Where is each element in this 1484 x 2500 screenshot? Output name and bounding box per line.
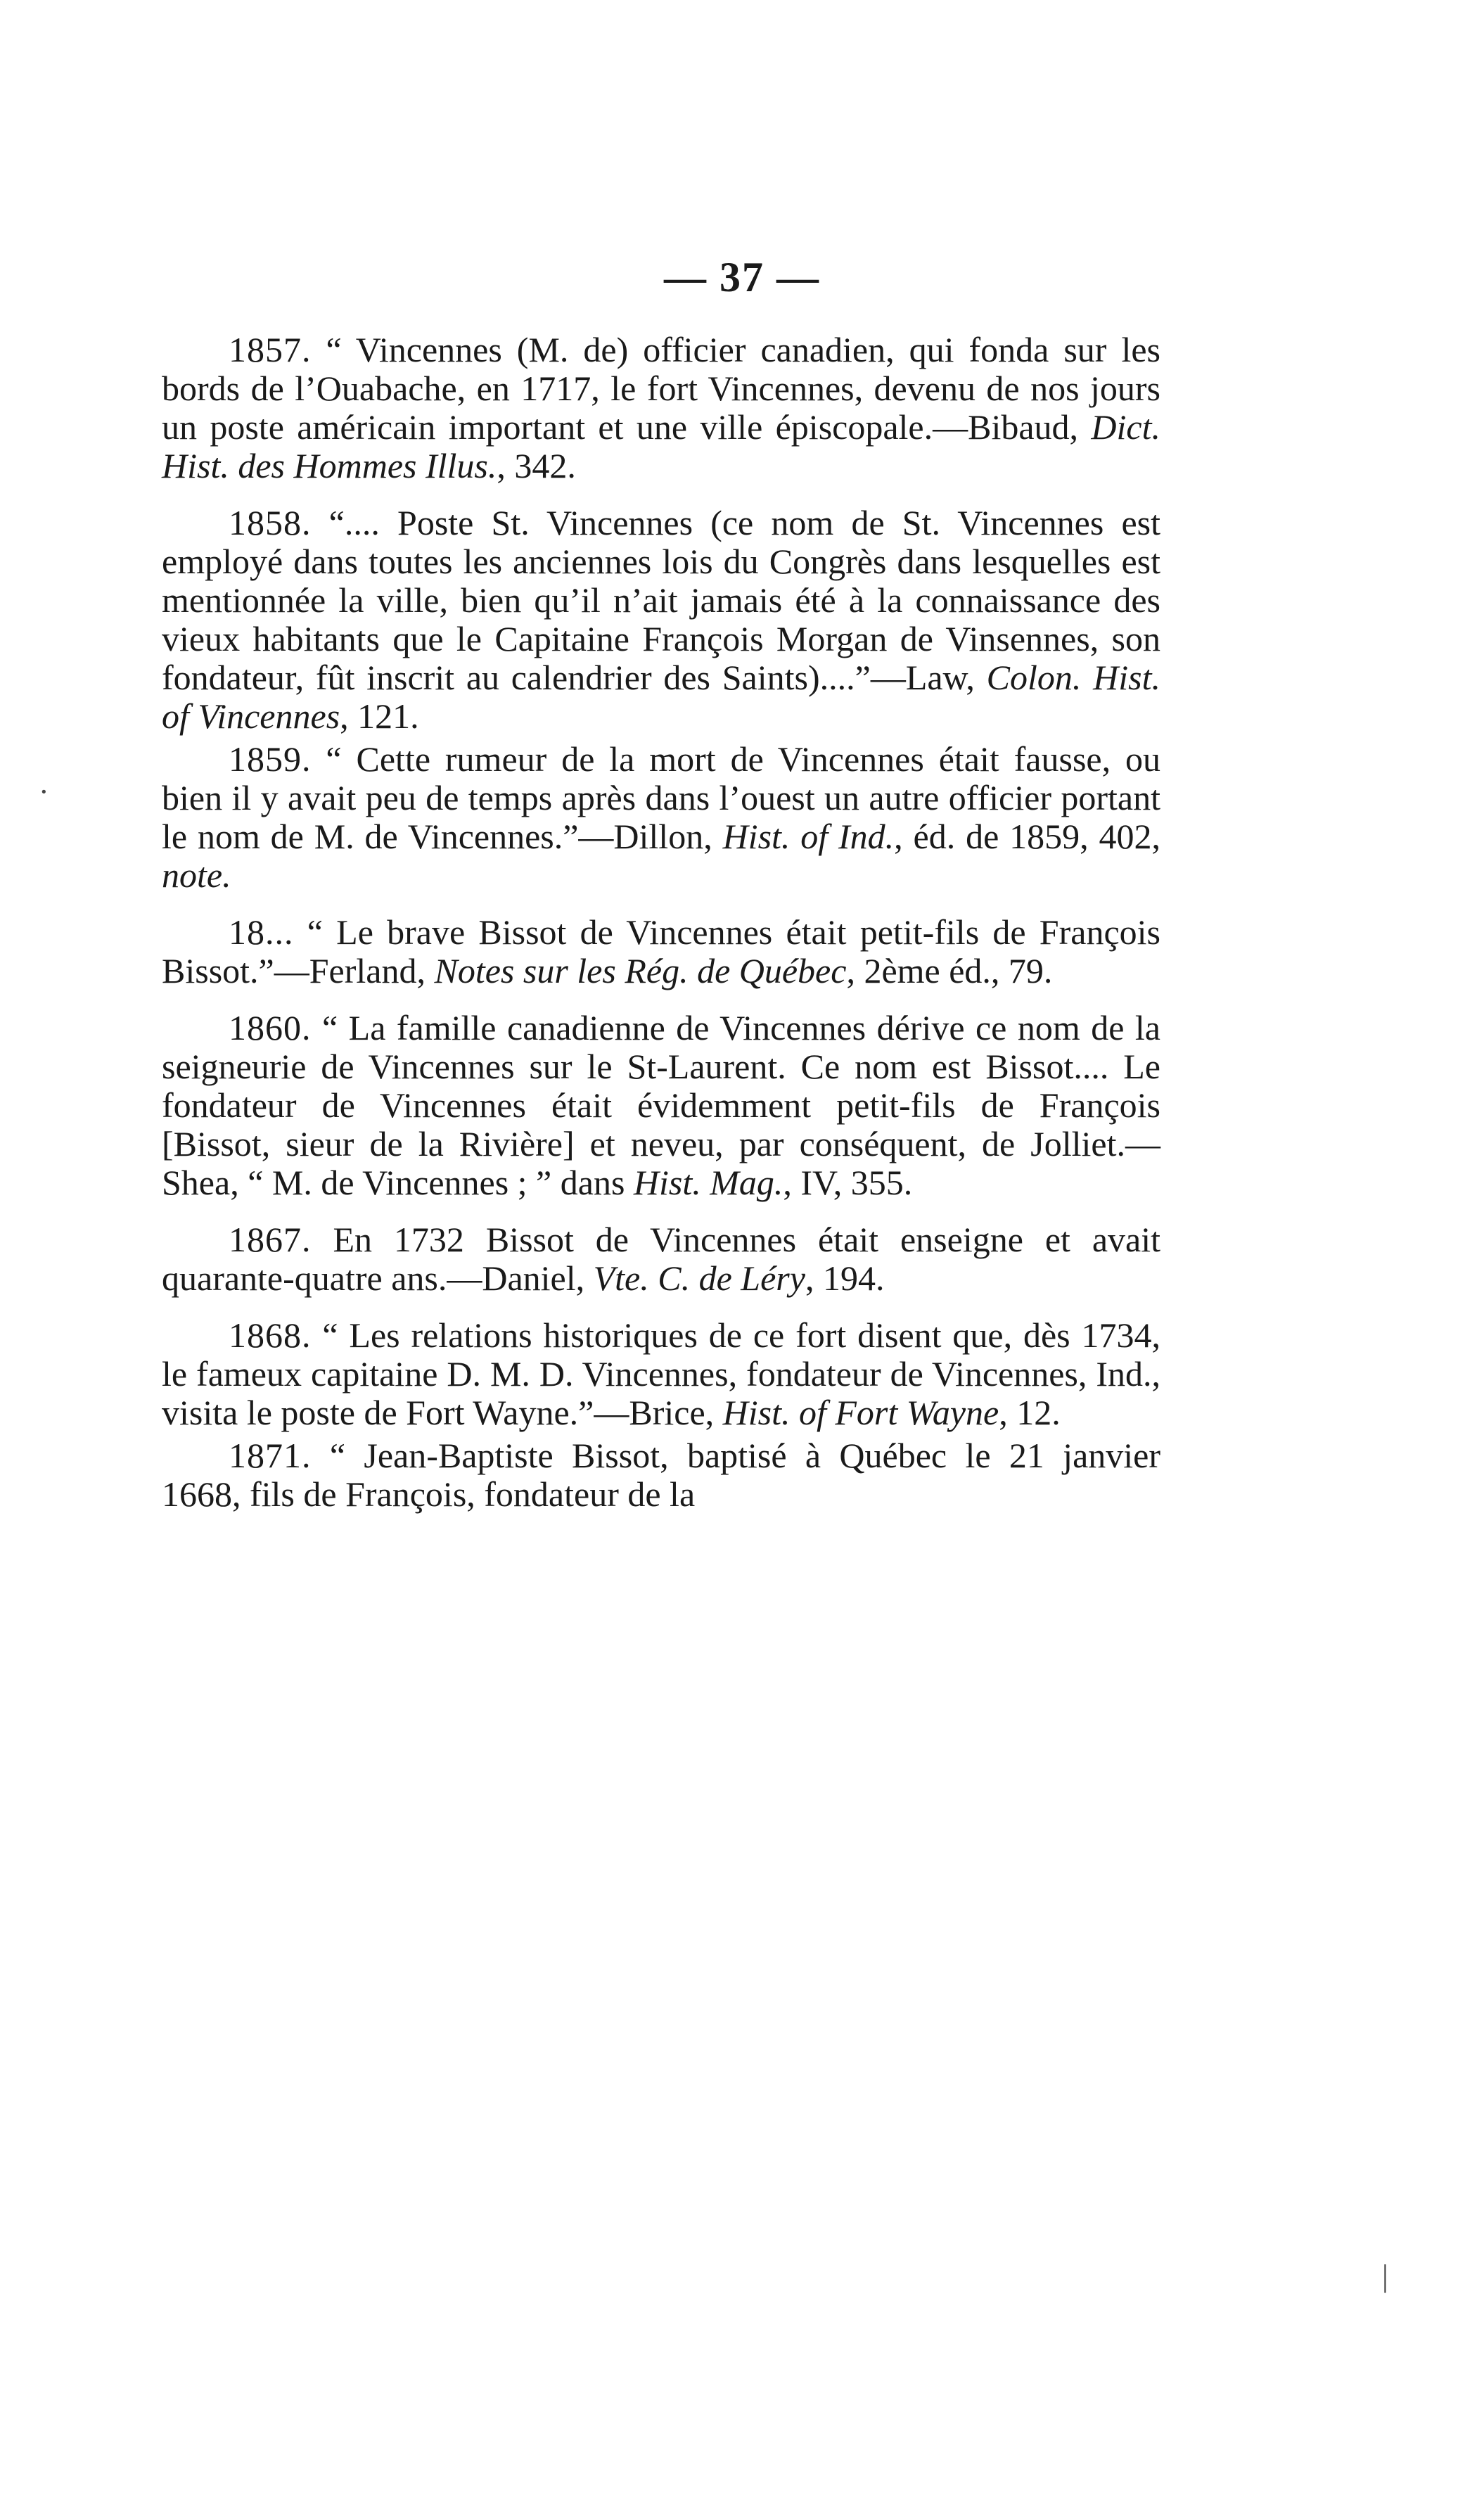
entry-1860 bbox=[162, 1009, 1160, 1202]
text-column bbox=[162, 331, 1160, 1532]
entry-text: “ Le brave Bissot de Vincennes était petit-fils de François Bissot.”—Ferland, bbox=[162, 912, 1161, 990]
entry-text: “ Cette rumeur de la mort de Vincennes était fausse, ou bien il y avait peu de temps après dans l’ouest un autre officier portant le nom de M. de Vincennes.”—Dillon, bbox=[162, 739, 1161, 856]
entry-year: 1867. bbox=[229, 1220, 312, 1259]
entry-text: , éd. de 1859, 402, bbox=[894, 817, 1160, 856]
entry-text: “ La famille canadienne de Vincennes dérive ce nom de la seigneurie de Vincennes sur le St-Laurent. Ce nom est Bissot.... Le fondateur de Vincennes était évidemment petit-fils de François [Bissot, sieur de la Rivière] et neveu, par conséquent, de Jolliet.—Shea, “ M. de Vincennes ; ” dans bbox=[162, 1008, 1160, 1202]
citation-title: Hist. Mag. bbox=[633, 1163, 783, 1202]
citation-title: Colon. Hist. of Vincennes bbox=[162, 658, 1161, 736]
scan-mark: | bbox=[1382, 2259, 1388, 2293]
citation-note: note. bbox=[162, 855, 231, 895]
citation-title: Hist. of Fort Wayne bbox=[722, 1393, 999, 1432]
entry-text: “ Les relations historiques de ce fort disent que, dès 1734, le fameux capitaine D. M. D. Vincennes, fondateur de Vincennes, Ind., visita le poste de Fort Wayne.”—Brice, bbox=[162, 1315, 1160, 1432]
citation-title: Hist. of Ind. bbox=[722, 817, 895, 856]
citation-title: Notes sur les Rég. de Québec bbox=[434, 951, 847, 990]
entry-text: “ Vincennes (M. de) officier canadien, qui fonda sur les bords de l’Ouabache, en 1717, le fort Vincennes, devenu de nos jours un poste américain important et une ville épiscopale.—Bibaud, bbox=[162, 330, 1160, 447]
entry-year: 1860. bbox=[229, 1008, 312, 1047]
entry-text: , IV, 355. bbox=[783, 1163, 913, 1202]
entry-1857 bbox=[162, 331, 1160, 485]
entry-1858 bbox=[162, 504, 1160, 736]
entry-year: 1858. bbox=[229, 503, 312, 542]
entry-text: En 1732 Bissot de Vincennes était enseigne et avait quarante-quatre ans.—Daniel, bbox=[162, 1220, 1161, 1298]
entry-1871 bbox=[162, 1436, 1160, 1514]
entry-text: , 121. bbox=[340, 696, 419, 736]
entry-1867 bbox=[162, 1220, 1160, 1298]
scan-speck: · bbox=[39, 774, 49, 809]
entry-text: , 194. bbox=[805, 1258, 885, 1298]
entry-text: “ Jean-Baptiste Bissot, baptisé à Québec le 21 janvier 1668, fils de François, fondateur de la bbox=[162, 1436, 1161, 1514]
entry-18xx bbox=[162, 913, 1160, 990]
entry-year: 1868. bbox=[229, 1315, 312, 1355]
entry-year: 1857. bbox=[229, 330, 312, 369]
entry-text: , 12. bbox=[999, 1393, 1061, 1432]
entry-year: 1859. bbox=[229, 739, 312, 779]
entry-1859 bbox=[162, 740, 1160, 895]
entry-text: , 342. bbox=[497, 446, 576, 485]
citation-title: Vte. C. de Léry bbox=[593, 1258, 805, 1298]
entry-text: “.... Poste St. Vincennes (ce nom de St. Vincennes est employé dans toutes les anciennes lois du Congrès dans lesquelles est mentionnée la ville, bien qu’il n’ait jamais été à la connaissance des vieux habitants que le Capitaine François Morgan de Vinsennes, son fondateur, fût inscrit au calendrier des Saints)....”—Law, bbox=[162, 503, 1161, 697]
citation-title: Dict. Hist. des Hommes Illus. bbox=[162, 407, 1160, 485]
entry-1868 bbox=[162, 1316, 1160, 1432]
entry-year: 18... bbox=[229, 912, 294, 952]
entry-year: 1871. bbox=[229, 1436, 312, 1475]
entry-text: , 2ème éd., 79. bbox=[846, 951, 1053, 990]
page-number: — 37 — bbox=[664, 254, 820, 300]
